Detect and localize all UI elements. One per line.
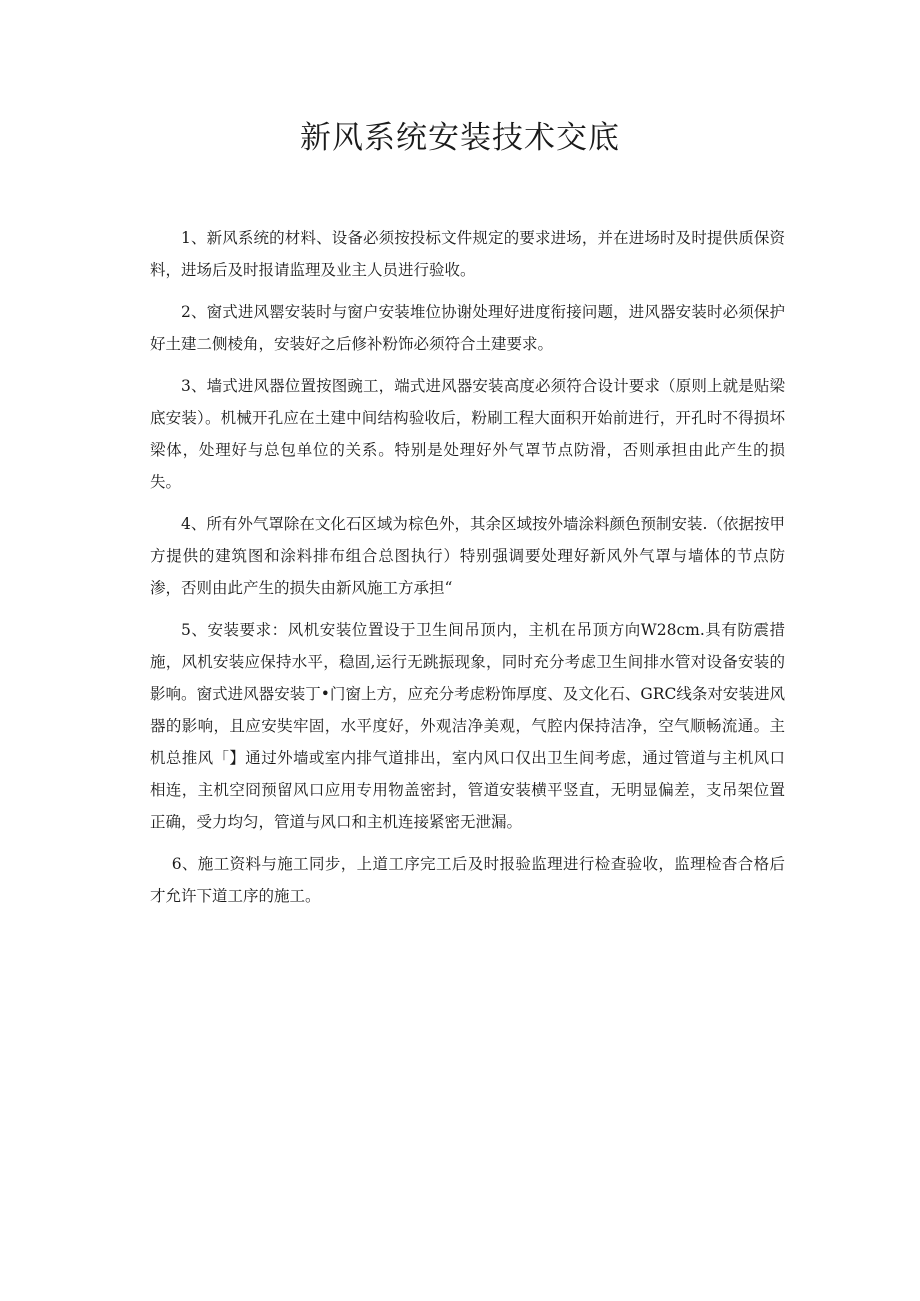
- paragraph-4: 4、所有外气罩除在文化石区域为棕色外，其余区域按外墙涂料颜色预制安装.（依据按甲方提供的建筑图和涂料排布组合总图执行）特别强调要处理好新风外气罩与墙体的节点防渗，否则由此产生的损失由新风施工方承担“: [150, 515, 785, 597]
- paragraph-2: 2、窗式进风罂安装时与窗户安装堆位协谢处理好进度衔接问题，进风器安装时必须保护好土建二侧棱角，安装好之后修补粉饰必须符合土建要求。: [150, 303, 785, 353]
- paragraph-3: 3、墙式进风器位置按图豌工，端式进风器安装高度必须符合设计要求（原则上就是贴梁底安装）。机械开孔应在土建中间结构验收后，粉刷工程大面积开始前进行，开孔时不得损坏梁体，处理好与总包单位的关系。特别是处理好外气罩节点防滑，否则承担由此产生的损失。: [150, 377, 785, 491]
- paragraph-6: 6、施工资料与施工同步，上道工序完工后及时报验监理进行检查验收，监理检杳合格后才允许下道工序的施工。: [150, 855, 785, 905]
- paragraph-1: 1、新风系统的材料、设备必须按投标文件规定的要求进场，并在进场时及时提供质保资料，进场后及时报请监理及业主人员进行验收。: [150, 229, 785, 279]
- document-title: 新风系统安装技术交底: [300, 120, 620, 156]
- document-body: [150, 222, 785, 922]
- paragraph-5: 5、安装要求：风机安装位置设于卫生间吊顶内，主机在吊顶方向W28cm.具有防震措施，风机安装应保持水平，稳固,运行无跳振现象，同时充分考虑卫生间排水管对设备安装的影响。窗式进风器安装丁•门窗上方，应充分考虑粉饰厚度、及文化石、GRC线条对安装进风器的影响，且应安奘牢固，水平度好，外观洁净美观，气腔内保持洁净，空气顺畅流通。主机总推风「】通过外墙或室内排气道排出，室内风口仅出卫生间考虑，通过管道与主机风口相连，主机空冏预留风口应用专用物盖密封，管道安装横平竖直，无明显偏差，支吊架位置正确，受力均匀，管道与风口和主机连接紧密无泄漏。: [150, 621, 785, 831]
